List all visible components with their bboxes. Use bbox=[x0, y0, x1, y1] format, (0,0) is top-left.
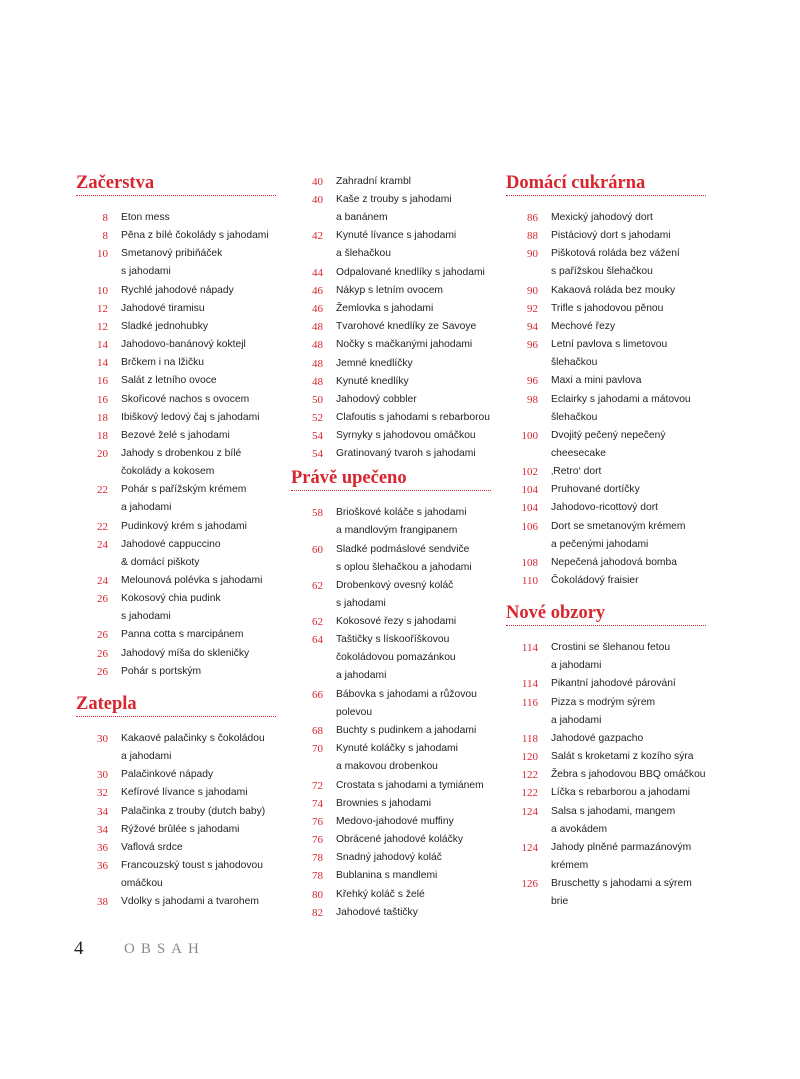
toc-entry-title: Sladké podmáslové sendviče s oplou šlehačkou a jahodami bbox=[336, 543, 472, 573]
toc-entry[interactable] bbox=[291, 813, 491, 831]
toc-entry-title: Pikantní jahodové párování bbox=[551, 678, 676, 690]
toc-entry[interactable] bbox=[506, 227, 706, 245]
toc-entry-page: 10 bbox=[97, 284, 108, 297]
toc-entry-title: Smetanový pribiňáček s jahodami bbox=[121, 248, 223, 278]
toc-entry-title: Pěna z bílé čokolády s jahodami bbox=[121, 230, 269, 242]
toc-entry-page: 44 bbox=[312, 266, 323, 279]
toc-entry[interactable] bbox=[506, 282, 706, 300]
toc-entry-page: 46 bbox=[312, 284, 323, 297]
toc-entry[interactable] bbox=[76, 409, 276, 427]
toc-entry[interactable] bbox=[291, 227, 491, 263]
toc-entry[interactable] bbox=[291, 300, 491, 318]
toc-entry-page: 8 bbox=[102, 212, 108, 224]
toc-entry-page: 16 bbox=[97, 375, 108, 388]
toc-entry-title: Pudinkový krém s jahodami bbox=[121, 520, 247, 532]
toc-entry[interactable] bbox=[291, 777, 491, 795]
toc-entry-title: Salát s kroketami z kozího sýra bbox=[551, 751, 694, 763]
toc-entry-title: Tvarohové knedlíky ze Savoye bbox=[336, 321, 477, 333]
toc-entry-page: 40 bbox=[312, 194, 323, 207]
toc-entry-title: Francouzský toust s jahodovou omáčkou bbox=[121, 859, 263, 889]
toc-entry[interactable] bbox=[291, 409, 491, 427]
toc-entry-page: 26 bbox=[97, 593, 108, 606]
toc-entry-title: Kaše z trouby s jahodami a banánem bbox=[336, 194, 452, 224]
toc-entry[interactable] bbox=[76, 730, 276, 766]
toc-entry[interactable] bbox=[506, 499, 706, 517]
toc-entry-title: Kokosový chia pudink s jahodami bbox=[121, 593, 221, 623]
toc-entry[interactable] bbox=[506, 766, 706, 784]
toc-entry-page: 114 bbox=[521, 678, 538, 691]
toc-entry-title: Vaflová srdce bbox=[121, 841, 183, 853]
toc-entry[interactable] bbox=[76, 391, 276, 409]
toc-entry[interactable] bbox=[76, 227, 276, 245]
toc-entry-title: Kokosové řezy s jahodami bbox=[336, 616, 457, 628]
toc-entry-title: Mexický jahodový dort bbox=[551, 212, 653, 223]
section-title-zacerstva: Začerstva bbox=[76, 173, 155, 193]
toc-entry[interactable] bbox=[291, 504, 491, 540]
toc-entry[interactable] bbox=[506, 572, 706, 590]
toc-entry[interactable] bbox=[506, 463, 706, 481]
toc-entry-page: 108 bbox=[521, 556, 538, 569]
toc-entry-title: Jahodovo-banánový koktejl bbox=[121, 339, 246, 351]
toc-entry-page: 96 bbox=[527, 339, 538, 352]
toc-entry-page: 76 bbox=[312, 834, 323, 847]
toc-entry[interactable] bbox=[291, 191, 491, 227]
toc-entry-page: 26 bbox=[97, 647, 108, 660]
toc-entry-page: 122 bbox=[521, 769, 538, 782]
toc-entry[interactable] bbox=[291, 282, 491, 300]
toc-entry[interactable] bbox=[291, 795, 491, 813]
toc-entry-title: Letní pavlova s limetovou šlehačkou bbox=[551, 339, 668, 369]
toc-entry-page: 26 bbox=[97, 629, 108, 642]
toc-entry-title: Kynuté lívance s jahodami a šlehačkou bbox=[336, 230, 457, 260]
toc-entry[interactable] bbox=[506, 481, 706, 499]
toc-entry[interactable] bbox=[76, 645, 276, 663]
toc-entry-page: 26 bbox=[97, 665, 108, 678]
toc-entry-page: 72 bbox=[312, 779, 323, 792]
toc-entry-title: Jemné knedlíčky bbox=[336, 357, 413, 369]
toc-entry-page: 22 bbox=[97, 484, 108, 497]
toc-entry-title: Eton mess bbox=[121, 212, 170, 223]
toc-entry[interactable] bbox=[76, 209, 276, 227]
section-divider bbox=[76, 716, 276, 717]
toc-entry-title: Kakaová roláda bez mouky bbox=[551, 284, 676, 296]
toc-entry-page: 36 bbox=[97, 859, 108, 872]
toc-entry[interactable] bbox=[506, 554, 706, 572]
toc-entry-title: Snadný jahodový koláč bbox=[336, 852, 442, 864]
toc-entry[interactable] bbox=[76, 590, 276, 626]
toc-entry-title: Pruhované dortíčky bbox=[551, 484, 640, 496]
toc-entry[interactable] bbox=[76, 536, 276, 572]
toc-entry-page: 40 bbox=[312, 176, 323, 188]
toc-entry[interactable] bbox=[506, 300, 706, 318]
toc-entry-page: 10 bbox=[97, 248, 108, 261]
toc-entry-title: Jahodové cappuccino & domácí piškoty bbox=[121, 538, 221, 568]
toc-entry-page: 122 bbox=[521, 787, 538, 800]
toc-entry-title: Křehký koláč s želé bbox=[336, 888, 425, 900]
toc-entry-title: Jahodové gazpacho bbox=[551, 732, 644, 744]
toc-entry-title: Pizza s modrým sýrem a jahodami bbox=[551, 696, 656, 726]
toc-entry-page: 78 bbox=[312, 870, 323, 883]
toc-entry[interactable] bbox=[506, 518, 706, 554]
toc-entry[interactable] bbox=[291, 445, 491, 463]
toc-entry-title: Rýžové brûlée s jahodami bbox=[121, 823, 240, 835]
toc-entry[interactable] bbox=[76, 857, 276, 893]
toc-entry[interactable] bbox=[506, 427, 706, 463]
toc-entry[interactable] bbox=[291, 391, 491, 409]
toc-entry-page: 58 bbox=[312, 507, 323, 520]
toc-entry-page: 24 bbox=[97, 538, 108, 551]
toc-entry-page: 34 bbox=[97, 805, 108, 818]
toc-entry-title: Maxi a mini pavlova bbox=[551, 375, 642, 387]
toc-entry-title: Ibiškový ledový čaj s jahodami bbox=[121, 411, 260, 423]
toc-entry-title: Kynuté koláčky s jahodami a makovou drobenkou bbox=[336, 743, 458, 773]
toc-entry-page: 76 bbox=[312, 815, 323, 828]
toc-entry-title: Clafoutis s jahodami s rebarborou bbox=[336, 411, 490, 423]
toc-entry-title: Brownies s jahodami bbox=[336, 797, 432, 809]
toc-entry-title: Drobenkový ovesný koláč s jahodami bbox=[336, 580, 454, 609]
toc-entry-page: 48 bbox=[312, 339, 323, 352]
toc-entry[interactable] bbox=[291, 541, 491, 577]
toc-entry-page: 118 bbox=[521, 732, 538, 745]
toc-entry[interactable] bbox=[291, 867, 491, 885]
toc-entry-page: 94 bbox=[527, 320, 538, 333]
toc-entry[interactable] bbox=[291, 740, 491, 776]
toc-entry-page: 54 bbox=[312, 448, 323, 461]
toc-entry[interactable] bbox=[76, 821, 276, 839]
toc-entry-page: 20 bbox=[97, 447, 108, 460]
toc-entry-title: Brčkem i na lžičku bbox=[121, 357, 204, 369]
toc-entry-page: 114 bbox=[521, 642, 538, 655]
toc-entry-page: 52 bbox=[312, 411, 323, 424]
toc-entry[interactable] bbox=[506, 391, 706, 427]
toc-entry-title: Nočky s mačkanými jahodami bbox=[336, 339, 473, 351]
toc-entry-page: 60 bbox=[312, 543, 323, 556]
toc-entry-title: Jahodovo-ricottový dort bbox=[551, 502, 659, 514]
toc-entry[interactable] bbox=[76, 336, 276, 354]
toc-entry-title: Bruschetty s jahodami a sýrem brie bbox=[551, 878, 692, 908]
toc-entry-page: 90 bbox=[527, 248, 538, 261]
toc-entry[interactable] bbox=[76, 372, 276, 390]
toc-entry-page: 98 bbox=[527, 393, 538, 406]
toc-entry-title: Kynuté knedlíky bbox=[336, 375, 409, 387]
toc-entry-title: Crostata s jahodami a tymiánem bbox=[336, 779, 484, 791]
toc-entry[interactable] bbox=[291, 613, 491, 631]
toc-entry-page: 48 bbox=[312, 357, 323, 370]
page-number: 4 bbox=[74, 938, 84, 959]
toc-entry-page: 78 bbox=[312, 852, 323, 865]
toc-entry[interactable] bbox=[76, 354, 276, 372]
toc-entry-title: Pohár s pařížským krémem a jahodami bbox=[121, 484, 247, 514]
toc-entry-page: 100 bbox=[521, 429, 538, 442]
toc-entry-page: 12 bbox=[97, 302, 108, 315]
toc-entry-page: 36 bbox=[97, 841, 108, 854]
toc-entry-title: Jahodové tiramisu bbox=[121, 302, 205, 314]
toc-entry-title: Kakaové palačinky s čokoládou a jahodami bbox=[121, 732, 265, 762]
toc-entry-page: 88 bbox=[527, 230, 538, 243]
toc-entry-page: 116 bbox=[521, 696, 538, 709]
toc-entry-page: 34 bbox=[97, 823, 108, 836]
toc-entry[interactable] bbox=[506, 694, 706, 730]
toc-entry[interactable] bbox=[76, 839, 276, 857]
toc-entry-title: Jahodový cobbler bbox=[336, 393, 417, 405]
toc-entry[interactable] bbox=[506, 748, 706, 766]
toc-entry-page: 92 bbox=[527, 302, 538, 315]
section-divider bbox=[506, 625, 706, 626]
toc-entry[interactable] bbox=[291, 427, 491, 445]
toc-entry-title: Panna cotta s marcipánem bbox=[121, 629, 244, 641]
toc-entry[interactable] bbox=[506, 875, 706, 911]
toc-entry[interactable] bbox=[506, 318, 706, 336]
toc-entry-page: 62 bbox=[312, 580, 323, 592]
toc-entry-title: Vdolky s jahodami a tvarohem bbox=[121, 896, 259, 908]
toc-entry[interactable] bbox=[291, 722, 491, 740]
toc-entry-title: Kefírové lívance s jahodami bbox=[121, 787, 248, 799]
toc-entry-title: Sladké jednohubky bbox=[121, 320, 209, 332]
toc-entry-title: Mechové řezy bbox=[551, 320, 616, 332]
toc-entry-title: Zahradní krambl bbox=[336, 176, 411, 187]
section-divider bbox=[291, 490, 491, 491]
toc-entry[interactable] bbox=[506, 675, 706, 693]
toc-entry[interactable] bbox=[506, 839, 706, 875]
toc-entry-title: Jahodový míša do skleničky bbox=[121, 647, 250, 659]
toc-entry-title: Eclairky s jahodami a mátovou šlehačkou bbox=[551, 393, 691, 423]
toc-entry-title: Jahodové taštičky bbox=[336, 906, 418, 918]
toc-entry-page: 22 bbox=[97, 520, 108, 533]
toc-entry-title: Skořicové nachos s ovocem bbox=[121, 393, 250, 405]
toc-entry-page: 14 bbox=[97, 357, 108, 370]
toc-entry[interactable] bbox=[291, 631, 491, 685]
toc-entry-page: 42 bbox=[312, 230, 323, 243]
toc-entry-page: 30 bbox=[97, 769, 108, 782]
toc-entry-page: 90 bbox=[527, 284, 538, 297]
toc-entry-title: Odpalované knedlíky s jahodami bbox=[336, 266, 485, 278]
section-title-domaci-cukrarna: Domácí cukrárna bbox=[506, 173, 646, 193]
toc-entry[interactable] bbox=[76, 518, 276, 536]
toc-entry-page: 124 bbox=[521, 805, 538, 818]
toc-entry-page: 54 bbox=[312, 430, 323, 443]
toc-entry[interactable] bbox=[506, 639, 706, 675]
toc-entry-page: 12 bbox=[97, 320, 108, 333]
toc-entry-title: Pistáciový dort s jahodami bbox=[551, 230, 671, 242]
toc-entry-page: 110 bbox=[521, 575, 538, 587]
toc-entry-page: 48 bbox=[312, 375, 323, 388]
toc-entry-title: Syrnyky s jahodovou omáčkou bbox=[336, 430, 476, 442]
toc-entry-title: Palačinkové nápady bbox=[121, 769, 214, 781]
toc-entry-title: Žebra s jahodovou BBQ omáčkou bbox=[551, 769, 706, 781]
toc-entry-title: Medovo-jahodové muffiny bbox=[336, 815, 454, 827]
toc-entry-page: 50 bbox=[312, 393, 323, 406]
toc-entry[interactable] bbox=[76, 803, 276, 821]
toc-entry-page: 14 bbox=[97, 339, 108, 352]
toc-entry-title: Salát z letního ovoce bbox=[121, 375, 217, 387]
toc-entry-title: Nákyp s letním ovocem bbox=[336, 284, 444, 296]
toc-entry-page: 38 bbox=[97, 896, 108, 909]
toc-entry-title: Buchty s pudinkem a jahodami bbox=[336, 725, 477, 737]
toc-entry[interactable] bbox=[76, 766, 276, 784]
toc-entry-title: Brioškové koláče s jahodami a mandlovým frangipanem bbox=[336, 507, 467, 537]
toc-entry[interactable] bbox=[291, 173, 491, 191]
toc-entry-title: Dvojitý pečený nepečený cheesecake bbox=[551, 429, 666, 459]
toc-entry[interactable] bbox=[506, 209, 706, 227]
toc-entry-title: Pohár s portským bbox=[121, 665, 202, 677]
toc-entry-page: 102 bbox=[521, 466, 538, 479]
toc-entry[interactable] bbox=[291, 904, 491, 922]
toc-entry[interactable] bbox=[76, 663, 276, 681]
toc-entry-page: 68 bbox=[312, 725, 323, 738]
section-title-nove-obzory: Nové obzory bbox=[506, 603, 606, 624]
toc-entry[interactable] bbox=[291, 577, 491, 613]
toc-entry[interactable] bbox=[291, 373, 491, 391]
toc-entry[interactable] bbox=[76, 481, 276, 517]
toc-entry[interactable] bbox=[506, 803, 706, 839]
toc-entry-title: Gratinovaný tvaroh s jahodami bbox=[336, 448, 476, 460]
toc-entry-page: 18 bbox=[97, 429, 108, 442]
toc-entry[interactable] bbox=[76, 893, 276, 911]
toc-entry-title: Jahody s drobenkou z bílé čokolády a kokosem bbox=[121, 447, 242, 477]
toc-entry[interactable] bbox=[76, 318, 276, 336]
toc-entry-page: 74 bbox=[312, 797, 323, 810]
toc-entry-title: Čokoládový fraisier bbox=[551, 575, 639, 586]
toc-entry-page: 120 bbox=[521, 751, 538, 764]
toc-entry-page: 86 bbox=[527, 212, 538, 224]
toc-entry-page: 32 bbox=[97, 787, 108, 800]
toc-entry[interactable] bbox=[76, 784, 276, 802]
toc-entry-page: 62 bbox=[312, 616, 323, 629]
toc-entry[interactable] bbox=[76, 445, 276, 481]
toc-entry[interactable] bbox=[76, 626, 276, 644]
toc-entry[interactable] bbox=[76, 245, 276, 281]
toc-entry-page: 64 bbox=[312, 634, 323, 647]
toc-entry-title: Trifle s jahodovou pěnou bbox=[551, 302, 664, 314]
toc-entry-title: Crostini se šlehanou fetou a jahodami bbox=[551, 642, 671, 672]
toc-entry[interactable] bbox=[76, 572, 276, 590]
toc-entry-title: Obrácené jahodové koláčky bbox=[336, 834, 464, 846]
toc-entry[interactable] bbox=[291, 831, 491, 849]
toc-entry-title: Salsa s jahodami, mangem a avokádem bbox=[551, 805, 676, 835]
toc-entry-title: Žemlovka s jahodami bbox=[336, 303, 434, 315]
toc-entry[interactable] bbox=[76, 427, 276, 445]
toc-entry[interactable] bbox=[291, 886, 491, 904]
toc-entry-title: Bezové želé s jahodami bbox=[121, 429, 230, 441]
toc-entry-page: 24 bbox=[97, 575, 108, 587]
toc-entry-title: Bábovka s jahodami a růžovou polevou bbox=[336, 688, 477, 718]
toc-entry-page: 30 bbox=[97, 732, 108, 745]
toc-entry-title: Nepečená jahodová bomba bbox=[551, 556, 677, 568]
toc-entry-title: Jahody plněné parmazánovým krémem bbox=[551, 841, 692, 871]
toc-entry-page: 48 bbox=[312, 321, 323, 334]
toc-entry-page: 46 bbox=[312, 303, 323, 316]
page-label: OBSAH bbox=[124, 941, 205, 957]
toc-entry-page: 126 bbox=[521, 878, 538, 891]
toc-entry-title: Bublanina s mandlemi bbox=[336, 870, 438, 882]
toc-entry-page: 80 bbox=[312, 888, 323, 901]
toc-entry[interactable] bbox=[291, 336, 491, 354]
toc-entry[interactable] bbox=[291, 318, 491, 336]
toc-entry[interactable] bbox=[291, 686, 491, 722]
toc-entry-title: Dort se smetanovým krémem a pečenými jahodami bbox=[551, 520, 686, 550]
toc-entry-page: 66 bbox=[312, 688, 323, 701]
toc-entry[interactable] bbox=[291, 264, 491, 282]
toc-entry[interactable] bbox=[506, 245, 706, 281]
toc-entry[interactable] bbox=[506, 784, 706, 802]
section-title-prave-upeceno: Právě upečeno bbox=[291, 468, 407, 489]
toc-entry-page: 96 bbox=[527, 375, 538, 388]
toc-entry-title: Taštičky s lískooříškovou čokoládovou pomazánkou a jahodami bbox=[336, 634, 456, 682]
toc-entry-page: 104 bbox=[521, 502, 538, 515]
toc-entry[interactable] bbox=[291, 849, 491, 867]
toc-entry-page: 70 bbox=[312, 743, 323, 756]
toc-entry-title: Líčka s rebarborou a jahodami bbox=[551, 787, 691, 799]
toc-entry-page: 82 bbox=[312, 906, 323, 919]
toc-entry[interactable] bbox=[76, 300, 276, 318]
toc-entry[interactable] bbox=[506, 336, 706, 372]
section-title-zatepla: Zatepla bbox=[76, 693, 137, 714]
toc-entry-page: 8 bbox=[102, 230, 108, 243]
toc-entry-title: Melounová polévka s jahodami bbox=[121, 575, 263, 586]
toc-entry[interactable] bbox=[291, 355, 491, 373]
toc-entry-page: 104 bbox=[521, 484, 538, 497]
toc-entry[interactable] bbox=[506, 372, 706, 390]
toc-entry-title: Palačinka z trouby (dutch baby) bbox=[121, 805, 266, 817]
toc-entry-title: Piškotová roláda bez vážení s pařížskou šlehačkou bbox=[551, 248, 680, 278]
toc-entry-page: 16 bbox=[97, 393, 108, 406]
section-divider bbox=[76, 195, 276, 196]
toc-entry-page: 106 bbox=[521, 520, 538, 533]
toc-entry[interactable] bbox=[506, 730, 706, 748]
toc-entry-page: 18 bbox=[97, 411, 108, 424]
section-divider bbox=[506, 195, 706, 196]
toc-entry-page: 124 bbox=[521, 841, 538, 854]
toc-entry[interactable] bbox=[76, 282, 276, 300]
toc-entry-title: Rychlé jahodové nápady bbox=[121, 284, 234, 296]
toc-entry-title: ‚Retro‘ dort bbox=[551, 466, 602, 478]
